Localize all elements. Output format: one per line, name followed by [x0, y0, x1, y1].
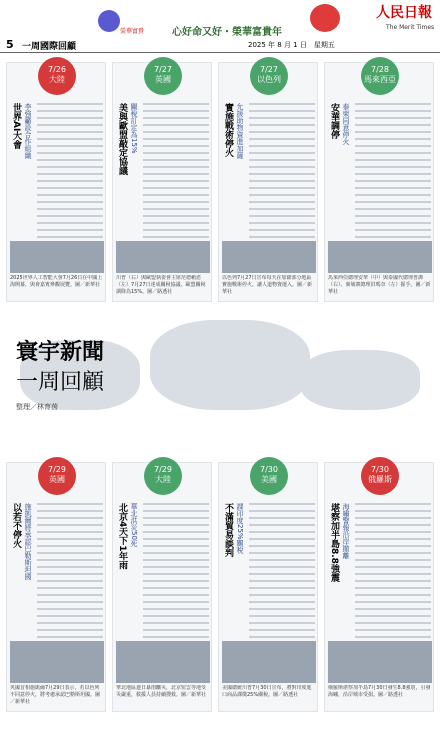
photo-caption: 華北地區連日暴雨釀災，北京密雲等地受災嚴重，救援人員持續搜救。圖／新華社 [116, 685, 207, 698]
badge-date: 7/26 [48, 65, 66, 74]
badge-region: 大陸 [49, 75, 65, 84]
news-card [112, 462, 212, 712]
page-number: 5 [6, 38, 14, 51]
badge-region: 大陸 [155, 475, 171, 484]
card-headline: 不滿貿易談判 [223, 503, 233, 557]
card-headline: 實施戰術停火 [223, 103, 233, 157]
card-subhead: 李強籲設合作組織 [24, 103, 32, 159]
card-headline: 美與歐盟敲定協議 [117, 103, 127, 175]
news-photo [328, 241, 432, 273]
badge-region: 馬來西亞 [364, 75, 396, 84]
news-photo [222, 241, 316, 273]
card-body-text [143, 503, 209, 638]
news-card [218, 62, 318, 302]
page-header [0, 0, 440, 52]
news-card [324, 62, 434, 302]
brand-small: 榮華富貴 [120, 28, 145, 35]
photo-caption: 美國總統川普7月30日宣布，將對印度進口商品課徵25%關稅。圖／路透社 [222, 685, 312, 698]
date-badge [250, 57, 288, 95]
photo-caption: 以色列7月27日宣布每天在加薩部分地區實施戰術停火，讓人道物資運入。圖／新華社 [222, 275, 313, 295]
badge-date: 7/28 [371, 65, 389, 74]
badge-date: 7/30 [371, 465, 389, 474]
card-subhead: 關稅訂定為15% [130, 103, 138, 154]
date-badge [144, 57, 182, 95]
card-subhead: 允援助物資進加薩 [236, 103, 244, 159]
date-badge [250, 457, 288, 495]
photo-caption: 川普（右）與歐盟執委會主席范德賴恩（左）7月27日達成關稅協議，歐盟關稅調降為15%。圖／路透社 [116, 275, 206, 295]
badge-region: 英國 [155, 75, 171, 84]
badge-date: 7/29 [48, 465, 66, 474]
photo-caption: 俄羅斯堪察加半島7月30日發生8.8強震，引發海嘯，沿岸城市受損。圖／路透社 [328, 685, 431, 698]
feature-subtitle: 一周回顧 [16, 370, 105, 395]
card-body-text [249, 103, 315, 238]
card-body-text [355, 103, 431, 238]
card-headline: 世界AI大會 [11, 103, 21, 150]
badge-region: 英國 [49, 475, 65, 484]
card-subhead: 課印度25%關稅 [236, 503, 244, 554]
date-badge [361, 57, 399, 95]
feature-byline: 整理／林育茵 [16, 403, 58, 411]
date-badge [144, 457, 182, 495]
news-photo [10, 641, 104, 683]
badge-region: 俄羅斯 [368, 475, 392, 484]
card-subhead: 泰柬同意停火 [342, 103, 350, 145]
photo-caption: 馬來西亞總理安華（中）與泰國代總理普譚（右）、柬埔寨總理洪瑪奈（左）握手。圖／新華社 [328, 275, 431, 295]
badge-date: 7/27 [260, 65, 278, 74]
card-body-text [355, 503, 431, 638]
feature-title: 寰宇新聞 [16, 340, 105, 365]
card-body-text [37, 503, 103, 638]
card-subhead: 施凱爾將承認巴勒斯坦國 [24, 503, 32, 580]
page-bar [0, 38, 440, 53]
date-badge [38, 57, 76, 95]
news-photo [116, 641, 210, 683]
header-slogan: 心好命又好・榮華富貴年 [172, 27, 282, 38]
badge-region: 美國 [261, 475, 277, 484]
map-landmass [150, 320, 310, 410]
news-photo [328, 641, 432, 683]
masthead-chinese: 人民日報 [376, 5, 432, 21]
photo-caption: 英國首相施凱爾7月29日表示，若以色列不同意停火，將考慮承認巴勒斯坦國。圖／新華社 [10, 685, 101, 705]
badge-date: 7/27 [154, 65, 172, 74]
masthead-english: The Merit Times [386, 24, 435, 31]
news-card [6, 62, 106, 302]
map-landmass [300, 350, 420, 410]
apple-icon [310, 4, 340, 32]
card-body-text [249, 503, 315, 638]
badge-date: 7/29 [154, 465, 172, 474]
news-photo [116, 241, 210, 273]
card-body-text [37, 103, 103, 238]
photo-caption: 2025世界人工智能大會7月26日在中國上海開幕，與會嘉賓參觀展覽。圖／新華社 [10, 275, 103, 288]
card-headline: 北京4天下1年雨 [117, 503, 127, 570]
blueberry-icon [98, 10, 120, 32]
news-photo [222, 641, 316, 683]
news-card [324, 462, 434, 712]
card-headline: 以若不停火 [11, 503, 21, 548]
news-photo [10, 241, 104, 273]
news-card [218, 462, 318, 712]
date-badge [38, 457, 76, 495]
card-headline: 安華調停 [329, 103, 339, 139]
page-date: 2025 年 8 月 1 日 星期五 [248, 41, 335, 49]
badge-date: 7/30 [260, 465, 278, 474]
badge-region: 以色列 [257, 75, 281, 84]
date-badge [361, 457, 399, 495]
card-headline: 堪察加半島8.8強震 [329, 503, 339, 582]
card-body-text [143, 103, 209, 238]
news-card [6, 462, 106, 712]
news-card [112, 62, 212, 302]
card-subhead: 華北洪災50死 [130, 503, 138, 547]
page-title: 一周國際回顧 [22, 42, 77, 52]
card-subhead: 海嘯警報沿岸撤離 [342, 503, 350, 559]
